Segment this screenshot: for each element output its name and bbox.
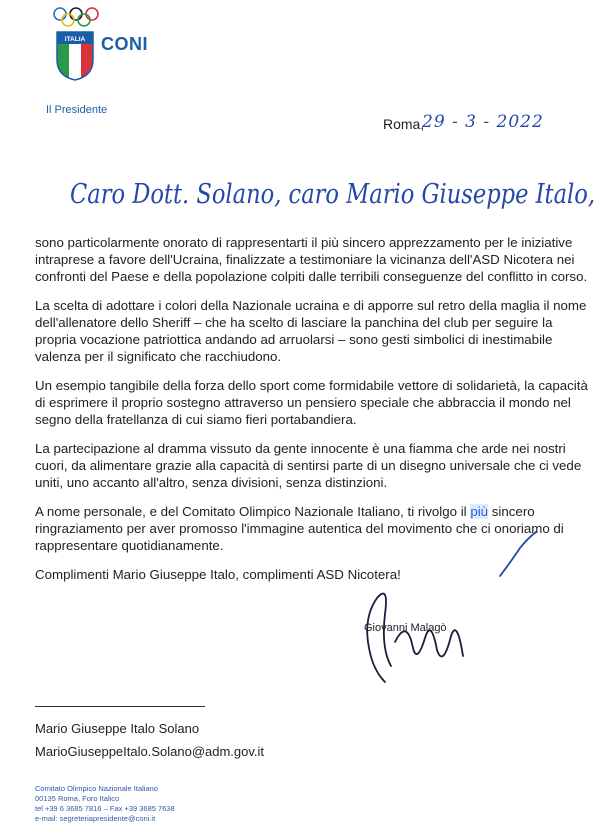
signer-name: Giovanni Malagò (364, 622, 447, 634)
salutation-text: Caro Dott. Solano, caro Mario Giuseppe Italo, (70, 179, 595, 210)
footer-address: 00135 Roma, Foro Italico (35, 794, 120, 803)
date-city: Roma, (383, 116, 425, 132)
paragraph-2: La scelta di adottare i colori della Nazionale ucraina e di apporre sul retro della maglia il nome dell'allenatore dello Sheriff – che ha scelto di lasciare la panchina del club per seguire la propria vocazione patriottica andando ad arruolarsi – sono gesti simbolici di inestimabile valenza per il significato che racchiudono. (35, 298, 587, 364)
olympic-rings-logo (52, 6, 100, 30)
paragraph-1: sono particolarmente onorato di rappresentarti il più sincero apprezzamento per le iniziative intraprese a favore dell'Ucraina, finalizzate a testimoniare la vicinanza dell'ASD Nicotera nei confronti del Paese e della popolazione colpiti dalle terribili conseguenze del conflitto in corso. (35, 235, 588, 284)
pen-flourish (498, 530, 538, 580)
paragraph-6: Complimenti Mario Giuseppe Italo, complimenti ASD Nicotera! (35, 567, 401, 582)
shield-label: ITALIA (64, 36, 86, 43)
paragraph-5: A nome personale, e del Comitato Olimpico Nazionale Italiano, ti rivolgo il più sincero ringraziamento per aver promosso l'immagine autentica del movimento che ci onoriamo di rappresentare quotidianamente. (35, 504, 564, 553)
handwritten-date: 29 - 3 - 2022 (422, 112, 544, 132)
paragraph-3: Un esempio tangibile della forza dello sport come formidabile vettore di solidarietà, la capacità di esprimere il proprio sostegno attraverso un pensiero speciale che abbraccia il mondo nel segno della fratellanza di cui siamo fieri portabandiera. (35, 378, 588, 427)
highlighted-word: più (470, 504, 489, 519)
footer-phone: tel +39 6 3685 7816 – Fax +39 3685 7638 (35, 804, 175, 813)
recipient-name: Mario Giuseppe Italo Solano (35, 721, 200, 736)
footer-org: Comitato Olimpico Nazionale Italiano (35, 784, 158, 793)
sender-role: Il Presidente (46, 104, 108, 116)
paragraph-4: La partecipazione al dramma vissuto da gente innocente è una fiamma che arde nei nostri cuori, da alimentare grazie alla capacità di sentirsi parte di un disegno universale che ci vede uniti, uno accanto all'altro, senza divisioni, senza distinzioni. (35, 441, 582, 490)
footer-email: e-mail: segreteriapresidente@coni.it (35, 814, 156, 823)
handwritten-salutation (70, 165, 600, 225)
address-divider (35, 706, 205, 707)
org-name: CONI (101, 34, 148, 54)
footer-contact (35, 784, 175, 824)
italia-shield-logo (55, 30, 95, 82)
recipient-email: MarioGiuseppeItalo.Solano@adm.gov.it (35, 744, 265, 759)
